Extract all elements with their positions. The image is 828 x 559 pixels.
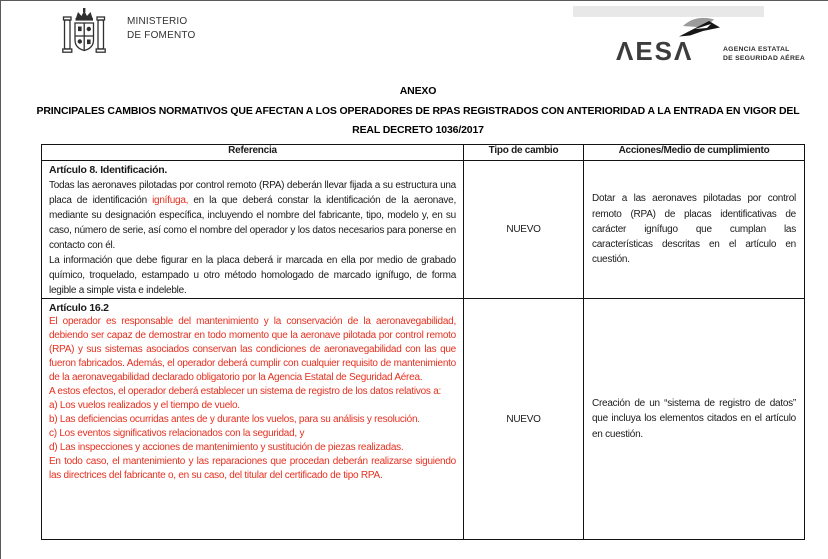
articulo-16-2-reference-cell [42,299,464,540]
aesa-agency-name-line1: AGENCIA ESTATAL [723,46,790,53]
viewer-scrollbar-fragment[interactable] [573,6,764,17]
articulo-16-2-title: Artículo 16.2 [49,302,109,314]
spain-coat-of-arms-icon [61,7,107,63]
table-row-articulo-16-2 [42,299,805,540]
title-block [29,82,807,141]
ministry-name-line2: DE FOMENTO [127,30,196,41]
articulo-8-p1-text: Todas las aeronaves pilotadas por control remoto (RPA) deberán llevar fijada a su estructura una placa de identificación [49,180,456,206]
articulo-16-2-action-cell [584,299,805,540]
articulo-8-change-type-cell [464,161,584,299]
changes-table [41,144,805,540]
articulo-16-2-change-type-cell [464,299,584,540]
articulo-16-2-list-item-c: c) Los eventos significativos relacionados con la seguridad, y [49,428,305,439]
ministry-name [127,15,195,43]
document-title-line2: REAL DECRETO 1036/2017 [352,124,484,136]
articulo-16-2-list-item-b: b) Las deficiencias ocurridas antes de y durante los vuelos, para su análisis y resolución. [49,414,420,425]
articulo-16-2-list-item-d: d) Las inspecciones y acciones de mantenimiento y sustitución de piezas realizadas. [49,442,404,453]
table-header-row [42,145,805,161]
column-header-tipo-de-cambio: Tipo de cambio [464,145,584,161]
articulo-8-paragraph-1 [49,178,456,253]
articulo-16-2-paragraph-1: El operador es responsable del mantenimiento y la conservación de la aeronavegabilidad, debiendo ser capaz de demostrar en todo momento que la aeronave pilotada por control remoto (RPA) y sus sistemas asociados conservan las condiciones de aeronavegabilidad con las que fueron fabricados. Además, el operador deberá cumplir con cualquier requisito de mantenimiento de la aeronavegabilidad declarado obligatorio por la Agencia Estatal de Seguridad Aérea. [49,316,456,383]
ministry-name-line1: MINISTERIO [127,16,188,27]
table-row-articulo-8 [42,161,805,299]
articulo-8-action-text: Dotar a las aeronaves pilotadas por control remoto (RPA) de placas identificativas de carácter ignífugo que cumplan las características descritas en el artículo en cuestión. [592,193,796,266]
change-type-badge: NUEVO [506,224,541,235]
articulo-16-2-paragraph-2: A estos efectos, el operador deberá establecer un sistema de registro de los datos relativos a: [49,386,442,397]
articulo-8-paragraph-2: La información que debe figurar en la placa deberá ir marcada en ella por medio de grabado químico, troquelado, estampado u otro método homologado de marcado ignífugo, de forma legible a simple vista e indeleble. [49,255,456,296]
aesa-logo-text: ΛESΛ [616,36,694,66]
articulo-16-2-action-text: Creación de un “sistema de registro de datos” que incluya los elementos citados en el artículo en cuestión. [592,398,796,440]
column-header-referencia: Referencia [42,145,464,161]
articulo-8-action-cell [584,161,805,299]
aesa-agency-name [723,46,805,63]
articulo-8-reference-cell [42,161,464,299]
change-type-badge: NUEVO [506,413,541,425]
annex-heading: ANEXO [399,85,437,97]
articulo-8-title: Artículo 8. Identificación. [49,164,168,176]
articulo-16-2-list-item-a: a) Los vuelos realizados y el tiempo de vuelo. [49,400,240,411]
document-title-line1: PRINCIPALES CAMBIOS NORMATIVOS QUE AFECTAN A LOS OPERADORES DE RPAS REGISTRADOS CON ANTERIORIDAD A LA ENTRADA EN VIGOR DEL [36,104,800,117]
articulo-8-p1-text-after: en la que deberá constar la identificación de la aeronave, mediante su designación específica, incluyendo el nombre del fabricante, tipo, modelo y, en su caso, número de serie, así como el nombre del operador y los datos necesarios para ponerse en contacto con él. [49,195,456,251]
column-header-acciones: Acciones/Medio de cumplimiento [584,145,805,161]
articulo-8-p1-highlight: ignífuga, [152,195,189,206]
aesa-agency-name-line2: DE SEGURIDAD AÉREA [723,54,806,62]
articulo-16-2-paragraph-final: En todo caso, el mantenimiento y las reparaciones que procedan deberán realizarse siguiendo las directrices del fabricante o, en su caso, del titular del certificado de tipo RPA. [49,456,456,481]
